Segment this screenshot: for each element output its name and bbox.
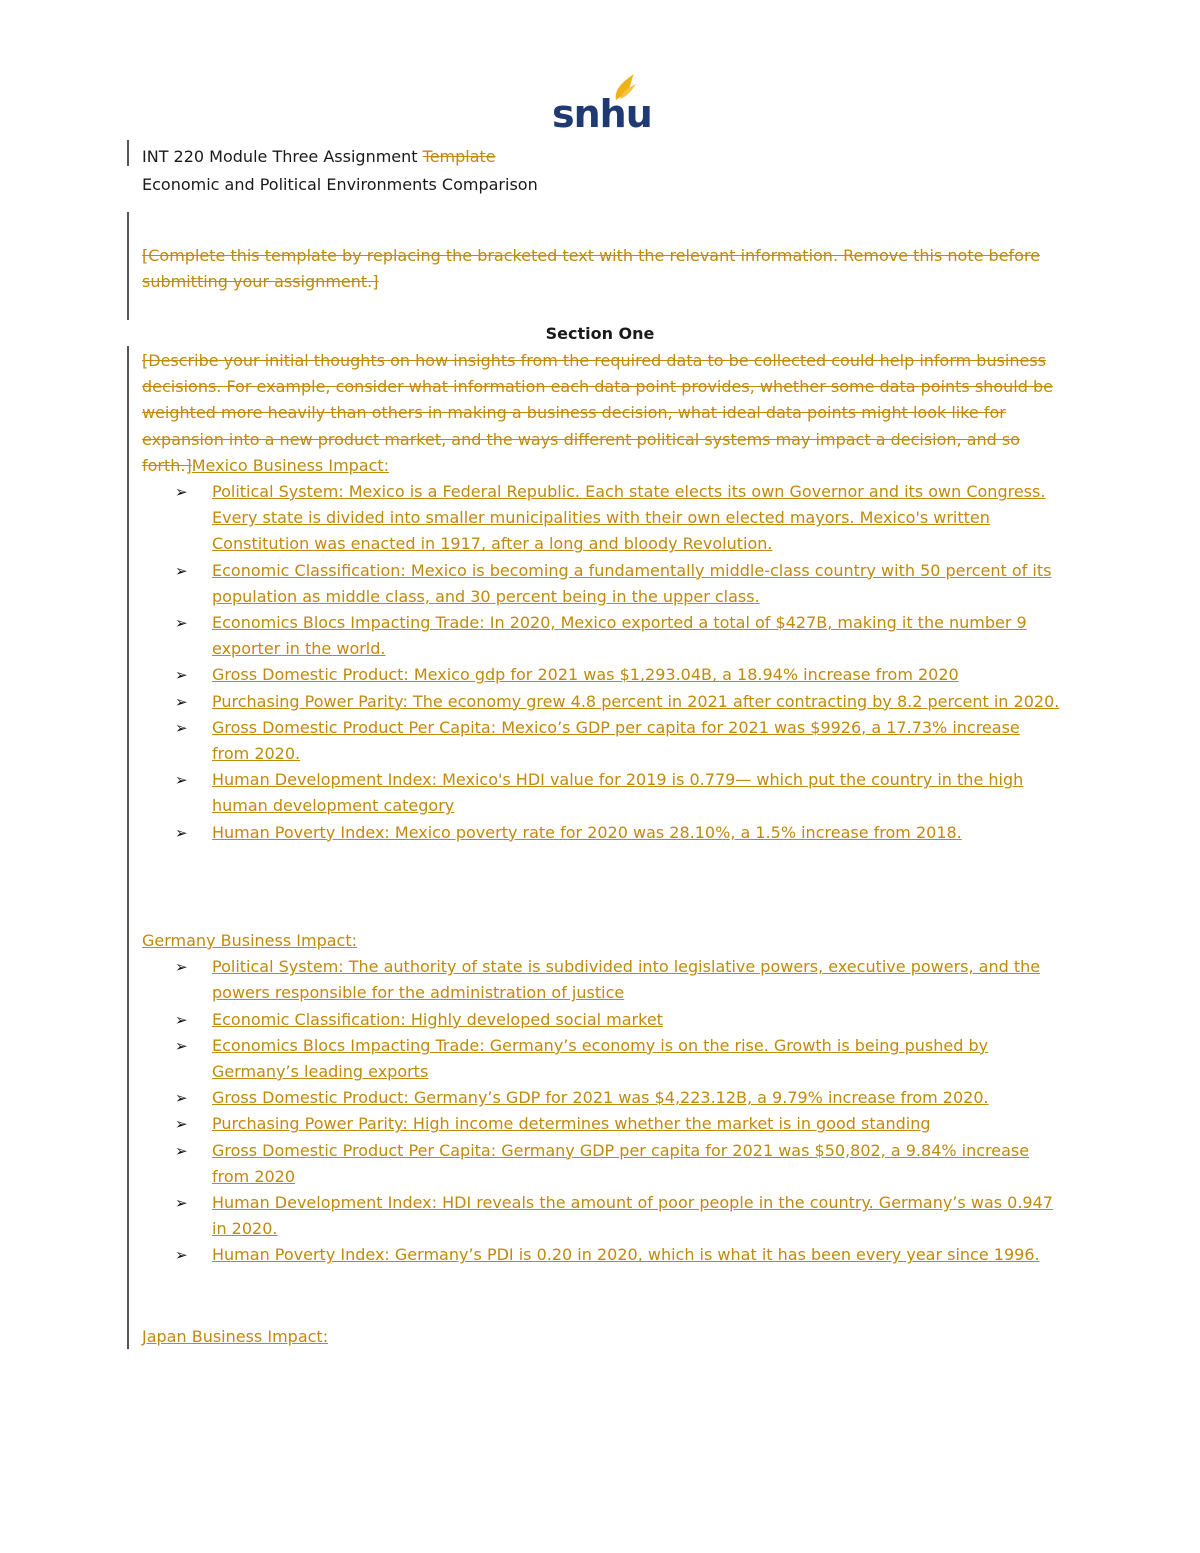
template-note: [Complete this template by replacing the bracketed text with the relevant information. Remove this note before submitting your assignment.] [142, 246, 1041, 291]
germany-title: Germany Business Impact: [142, 931, 357, 950]
list-item-text: Political System: Mexico is a Federal Republic. Each state elects its own Governor and its own Congress. Every state is divided into smaller municipalities with their own elected mayors. Mexico's written Constitution was enacted in 1917, after a long and bloody Revolution. [212, 482, 1046, 554]
list-item [142, 1242, 1060, 1268]
list-item [142, 715, 1060, 767]
assignment-title [142, 143, 538, 171]
deleted-word: Template [422, 147, 496, 166]
germany-block [142, 928, 1060, 1269]
mexico-title: Mexico Business Impact: [191, 455, 390, 475]
list-item [142, 479, 1060, 558]
arrow-bullet-icon: ➢ [175, 771, 188, 790]
mexico-list [142, 479, 1060, 846]
list-item-text: Human Poverty Index: Mexico poverty rate for 2020 was 28.10%, a 1.5% increase from 2018. [212, 822, 962, 842]
arrow-bullet-icon: ➢ [175, 692, 188, 711]
arrow-bullet-icon: ➢ [175, 823, 188, 842]
list-item [142, 1033, 1060, 1085]
list-item [142, 610, 1060, 662]
arrow-bullet-icon: ➢ [175, 1115, 188, 1134]
list-item [142, 1085, 1060, 1111]
arrow-bullet-icon: ➢ [175, 958, 188, 977]
list-item-text: Gross Domestic Product Per Capita: Mexico’s GDP per capita for 2021 was $9926, a 17.73% increase from 2020. [212, 717, 1020, 764]
list-item [142, 1007, 1060, 1033]
list-item [142, 558, 1060, 610]
list-item-text: Economics Blocs Impacting Trade: In 2020, Mexico exported a total of $427B, making it the number 9 exporter in the world. [212, 613, 1027, 659]
arrow-bullet-icon: ➢ [175, 1246, 188, 1265]
list-item-text: Economic Classification: Mexico is becoming a fundamentally middle-class country with 50 percent of its population as middle class, and 30 percent being in the upper class. [212, 560, 1052, 606]
list-item-text: Economic Classification: Highly developed social market [212, 1009, 663, 1029]
list-item-text: Purchasing Power Parity: The economy grew 4.8 percent in 2021 after contracting by 8.2 percent in 2020. [212, 691, 1060, 711]
list-item [142, 689, 1060, 715]
list-item [142, 662, 1060, 688]
list-item [142, 1111, 1060, 1137]
arrow-bullet-icon: ➢ [175, 1010, 188, 1029]
arrow-bullet-icon: ➢ [175, 718, 188, 737]
change-bar [127, 140, 129, 166]
arrow-bullet-icon: ➢ [175, 666, 188, 685]
list-item-text: Gross Domestic Product: Mexico gdp for 2021 was $1,293.04B, a 18.94% increase from 2020 [212, 665, 959, 685]
arrow-bullet-icon: ➢ [175, 1194, 188, 1213]
list-item-text: Human Poverty Index: Germany’s PDI is 0.20 in 2020, which is what it has been every year since 1996. [212, 1245, 1040, 1265]
assignment-subtitle: Economic and Political Environments Comparison [142, 175, 538, 194]
arrow-bullet-icon: ➢ [175, 614, 188, 633]
arrow-bullet-icon: ➢ [175, 561, 188, 580]
list-item [142, 954, 1060, 1006]
arrow-bullet-icon: ➢ [175, 1141, 188, 1160]
germany-list [142, 954, 1060, 1268]
list-item-text: Human Development Index: HDI reveals the amount of poor people in the country. Germany’s was 0.947 in 2020. [212, 1193, 1053, 1239]
list-item [142, 767, 1060, 819]
japan-title: Japan Business Impact: [142, 1327, 329, 1346]
section-title: Section One [545, 324, 655, 343]
section-body [142, 348, 1060, 846]
arrow-bullet-icon: ➢ [175, 1036, 188, 1055]
list-item-text: Human Development Index: Mexico's HDI value for 2019 is 0.779— which put the country in the high human development category [212, 770, 1024, 816]
list-item-text: Gross Domestic Product: Germany’s GDP for 2021 was $4,223.12B, a 9.79% increase from 2020. [212, 1088, 989, 1108]
japan-block [142, 1324, 1060, 1350]
change-bar [127, 346, 129, 1349]
arrow-bullet-icon: ➢ [175, 1089, 188, 1108]
document-header [142, 143, 538, 199]
change-bar [127, 212, 129, 320]
list-item-text: Gross Domestic Product Per Capita: Germany GDP per capita for 2021 was $50,802, a 9.84% increase from 2020 [212, 1140, 1030, 1186]
list-item-text: Political System: The authority of state is subdivided into legislative powers, executive powers, and the powers responsible for the administration of justice [212, 957, 1041, 1003]
list-item [142, 1138, 1060, 1190]
list-item-text: Purchasing Power Parity: High income determines whether the market is in good standing [212, 1114, 931, 1134]
logo-text: snhu [552, 92, 652, 136]
arrow-bullet-icon: ➢ [175, 483, 188, 502]
list-item [142, 1190, 1060, 1242]
intro-deleted-text: [Describe your initial thoughts on how insights from the required data to be collected could help inform business decisions. For example, consider what information each data point provides, whether some data points should be weighted more heavily than others in making a business decision, what ideal data points might look like for expansion into a new product market, and the ways different political systems may impact a decision, and so forth.] [142, 351, 1053, 475]
list-item-text: Economics Blocs Impacting Trade: Germany’s economy is on the rise. Growth is being pushed by Germany’s leading exports [212, 1035, 989, 1082]
assignment-title-text: INT 220 Module Three Assignment [142, 147, 423, 166]
list-item [142, 820, 1060, 846]
snhu-logo [552, 72, 652, 136]
